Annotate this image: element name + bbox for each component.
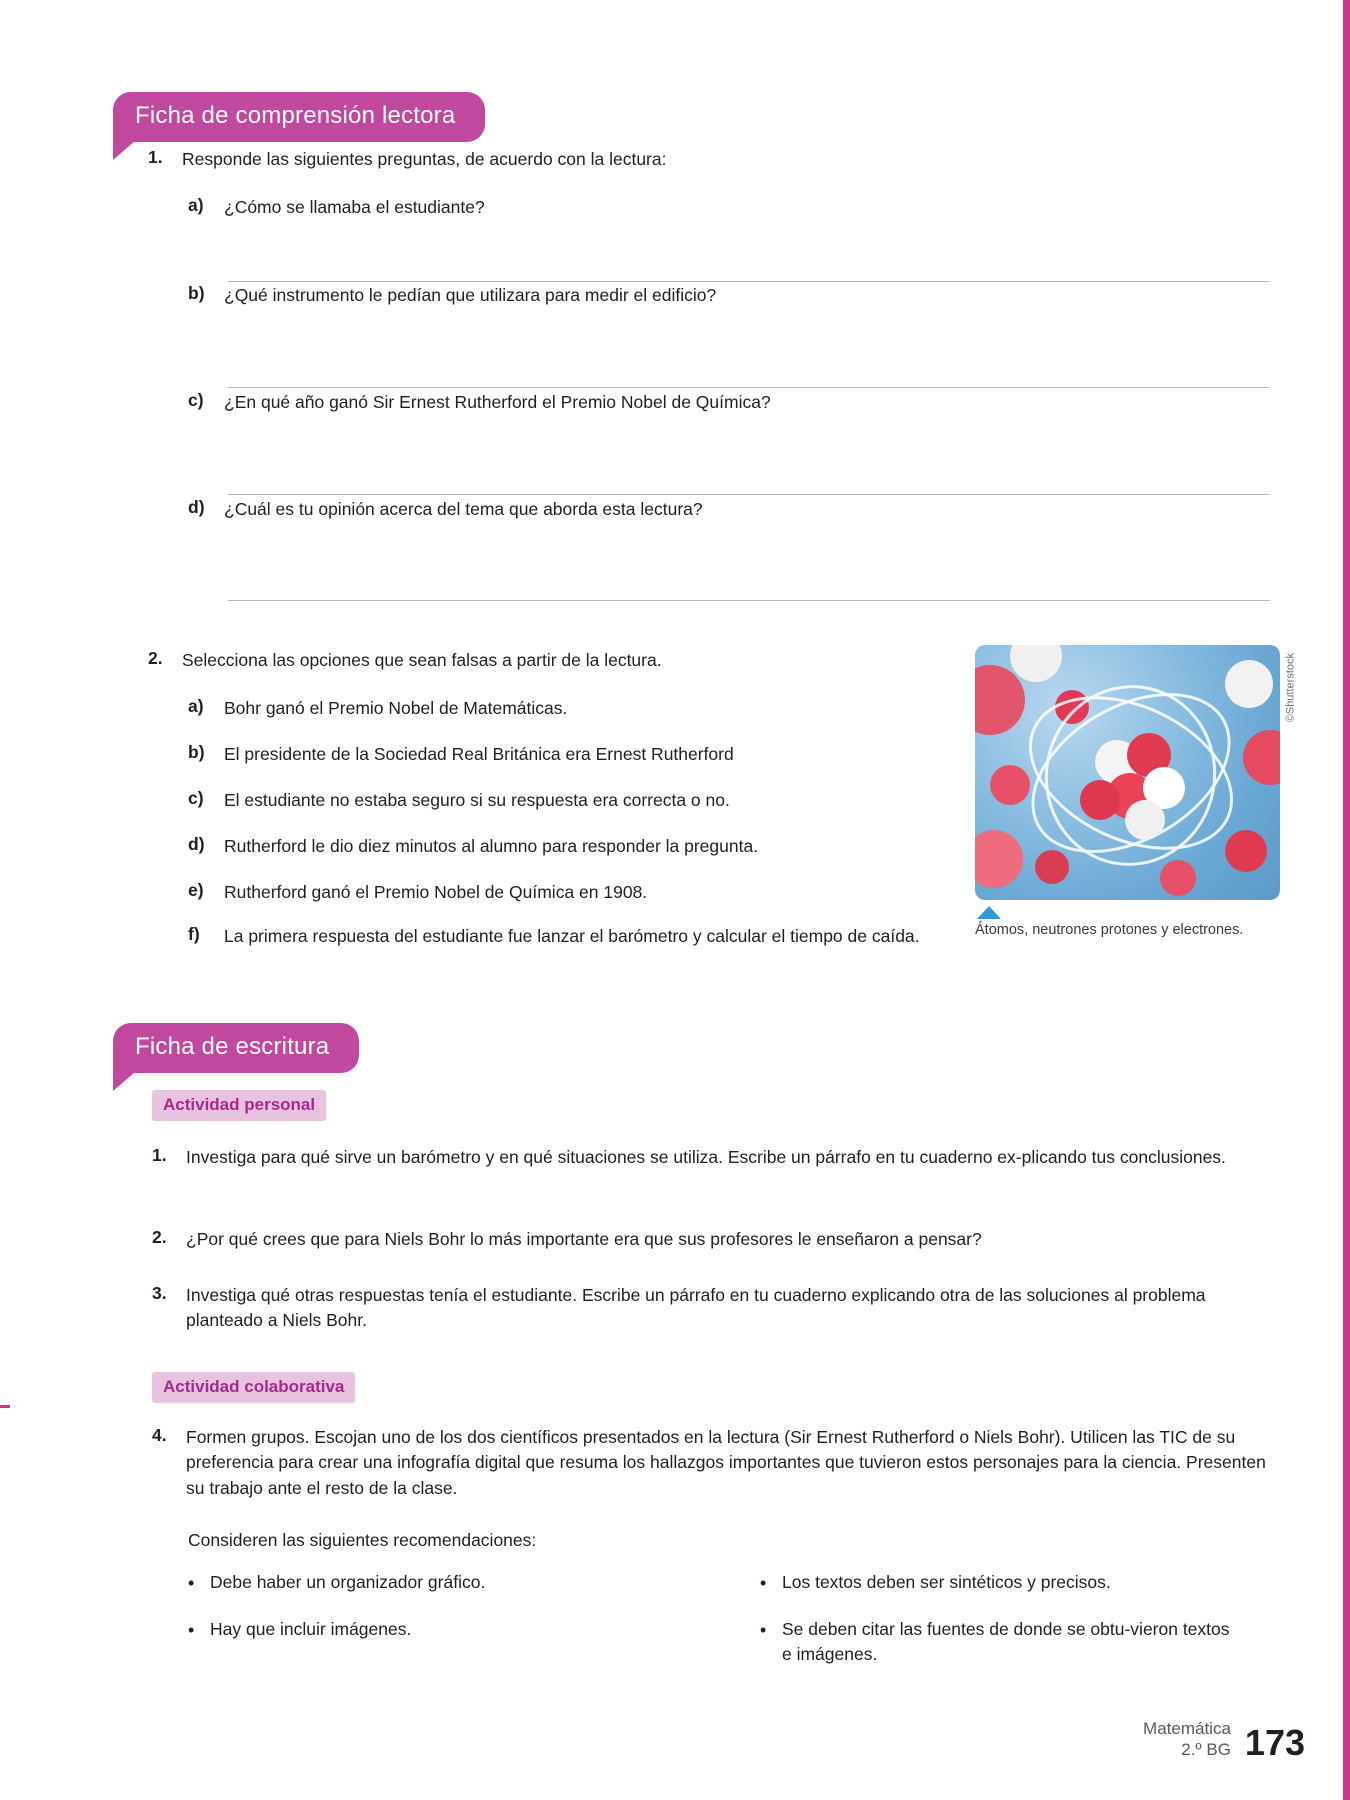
recommendation-bullet-1-text: Debe haber un organizador gráfico. <box>210 1572 486 1592</box>
recommendation-bullet-3 <box>760 1570 1230 1596</box>
writing-item-4-number: 4. <box>152 1425 167 1445</box>
recommendation-bullet-2 <box>188 1617 608 1643</box>
question-1-item-a-marker: a) <box>188 195 204 215</box>
writing-item-3 <box>152 1283 1277 1334</box>
writing-item-2 <box>152 1227 1277 1252</box>
atom-illustration <box>975 645 1280 900</box>
nucleus-particle <box>1125 800 1165 840</box>
atom-particle <box>975 830 1023 888</box>
question-1-item-c <box>188 390 1148 415</box>
tab-tail <box>113 141 135 160</box>
badge-collaborative-activity: Actividad colaborativa <box>152 1372 355 1403</box>
badge-personal-activity: Actividad personal <box>152 1090 326 1121</box>
question-1-item-b <box>188 283 1148 308</box>
question-2-item-b-marker: b) <box>188 742 205 762</box>
question-2 <box>148 648 908 673</box>
question-2-number: 2. <box>148 648 163 668</box>
writing-item-2-text: ¿Por qué crees que para Niels Bohr lo más importante era que sus profesores le enseñaron a pensar? <box>186 1229 982 1249</box>
question-2-item-b-text: El presidente de la Sociedad Real Británica era Ernest Rutherford <box>224 744 734 764</box>
question-1-item-c-marker: c) <box>188 390 204 410</box>
question-1-number: 1. <box>148 147 163 167</box>
answer-line-a[interactable] <box>228 281 1270 282</box>
bullet-dot-icon: • <box>188 1573 195 1593</box>
section-tab-writing-label: Ficha de escritura <box>135 1033 330 1060</box>
recommendation-bullet-3-text: Los textos deben ser sintéticos y precisos. <box>782 1572 1111 1592</box>
atom-particle <box>1160 860 1196 896</box>
answer-line-c[interactable] <box>228 494 1270 495</box>
question-2-item-a-marker: a) <box>188 696 204 716</box>
writing-item-4-subprompt: Consideren las siguientes recomendaciones: <box>188 1530 537 1550</box>
question-1-prompt: Responde las siguientes preguntas, de acuerdo con la lectura: <box>182 149 667 169</box>
question-2-item-e-text: Rutherford ganó el Premio Nobel de Química en 1908. <box>224 882 648 902</box>
section-tab-reading-label: Ficha de comprensión lectora <box>135 102 456 129</box>
question-2-item-a[interactable] <box>188 696 948 721</box>
question-1-item-b-marker: b) <box>188 283 205 303</box>
writing-item-2-number: 2. <box>152 1227 167 1247</box>
bullet-dot-icon: • <box>188 1620 195 1640</box>
question-2-item-d-text: Rutherford le dio diez minutos al alumno para responder la pregunta. <box>224 836 759 856</box>
atom-particle <box>1010 645 1062 682</box>
recommendation-bullet-4 <box>760 1617 1230 1668</box>
writing-item-1-text: Investiga para qué sirve un barómetro y en qué situaciones se utiliza. Escribe un párrafo en tu cuaderno ex-plicando tus conclusiones. <box>186 1147 1226 1167</box>
question-2-item-d[interactable] <box>188 834 948 859</box>
writing-item-4 <box>152 1425 1282 1501</box>
footer-subject-block <box>1143 1718 1231 1761</box>
answer-line-b[interactable] <box>228 387 1270 388</box>
question-2-item-e[interactable] <box>188 880 948 905</box>
writing-item-1 <box>152 1145 1277 1170</box>
writing-item-4-text: Formen grupos. Escojan uno de los dos científicos presentados en la lectura (Sir Ernest Rutherford o Niels Bohr). Utilicen las TIC de su preferencia para crear una infografía digital que resuma los hallazgos importantes que tuvieron estos personajes para la ciencia. Presenten su trabajo ante el resto de la clase. <box>186 1427 1266 1498</box>
figure-caption: Átomos, neutrones protones y electrones. <box>975 922 1244 938</box>
page-footer <box>1143 1718 1305 1761</box>
question-1-item-c-text: ¿En qué año ganó Sir Ernest Rutherford el Premio Nobel de Química? <box>224 392 771 412</box>
atom-particle <box>1225 660 1273 708</box>
image-credit: ©Shutterstock <box>1284 653 1296 723</box>
writing-item-1-number: 1. <box>152 1145 167 1165</box>
question-1-item-d-marker: d) <box>188 497 205 517</box>
question-1-item-b-text: ¿Qué instrumento le pedían que utilizara para medir el edificio? <box>224 285 717 305</box>
caption-arrow-icon <box>977 906 1001 919</box>
page-edge-bar <box>1343 0 1350 1800</box>
page-number: 173 <box>1244 1721 1305 1763</box>
recommendation-bullet-2-text: Hay que incluir imágenes. <box>210 1619 412 1639</box>
atom-particle <box>1225 830 1267 872</box>
atom-particle <box>975 665 1025 735</box>
bullet-dot-icon: • <box>760 1620 767 1640</box>
atom-particle <box>1035 850 1069 884</box>
atom-particle <box>1243 730 1280 785</box>
question-2-item-d-marker: d) <box>188 834 205 854</box>
section-tab-reading <box>113 92 485 142</box>
page-left-mark <box>0 1405 10 1408</box>
question-1-item-a <box>188 195 1148 220</box>
question-2-item-c-text: El estudiante no estaba seguro si su respuesta era correcta o no. <box>224 790 730 810</box>
recommendation-bullet-4-text: Se deben citar las fuentes de donde se obtu-vieron textos e imágenes. <box>782 1619 1230 1665</box>
recommendation-bullet-1 <box>188 1570 608 1596</box>
answer-line-d[interactable] <box>228 600 1270 601</box>
footer-grade: 2.º BG <box>1181 1739 1231 1759</box>
question-1-item-d-text: ¿Cuál es tu opinión acerca del tema que aborda esta lectura? <box>224 499 703 519</box>
section-tab-writing <box>113 1023 359 1073</box>
writing-item-3-text: Investiga qué otras respuestas tenía el estudiante. Escribe un párrafo en tu cuaderno explicando otra de las soluciones al problema planteado a Niels Bohr. <box>186 1285 1206 1331</box>
question-2-item-f[interactable] <box>188 924 958 949</box>
question-2-item-b[interactable] <box>188 742 948 767</box>
figure-atom <box>975 645 1296 941</box>
tab-tail <box>113 1072 135 1091</box>
question-1 <box>148 147 1148 172</box>
question-1-item-a-text: ¿Cómo se llamaba el estudiante? <box>224 197 485 217</box>
question-2-item-f-text: La primera respuesta del estudiante fue lanzar el barómetro y calcular el tiempo de caída. <box>224 926 920 946</box>
question-2-item-a-text: Bohr ganó el Premio Nobel de Matemáticas. <box>224 698 568 718</box>
question-2-item-c-marker: c) <box>188 788 204 808</box>
question-2-item-f-marker: f) <box>188 924 200 944</box>
footer-subject: Matemática <box>1143 1718 1231 1738</box>
question-2-item-c[interactable] <box>188 788 948 813</box>
nucleus-particle <box>1080 780 1120 820</box>
question-2-item-e-marker: e) <box>188 880 204 900</box>
question-2-prompt: Selecciona las opciones que sean falsas a partir de la lectura. <box>182 650 662 670</box>
question-1-item-d <box>188 497 1148 522</box>
bullet-dot-icon: • <box>760 1573 767 1593</box>
atom-particle <box>990 765 1030 805</box>
writing-item-3-number: 3. <box>152 1283 167 1303</box>
